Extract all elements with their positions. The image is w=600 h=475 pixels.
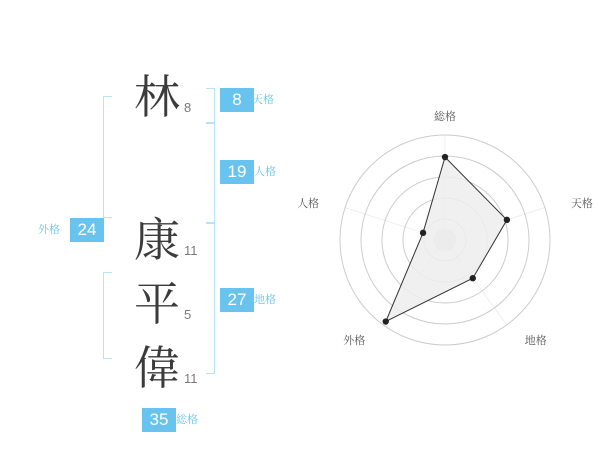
- badge-chikaku-value: 27: [220, 288, 254, 312]
- radar-chart: [297, 0, 600, 470]
- badge-tenkaku-label: 天格: [252, 93, 274, 106]
- axis-label-tenkaku: 天格: [570, 196, 593, 210]
- badge-tenkaku-value: 8: [220, 88, 254, 112]
- bracket-jinkaku: [206, 122, 215, 224]
- name-char-3-strokes: 5: [184, 307, 192, 322]
- badge-soukaku-value: 35: [142, 408, 176, 432]
- bracket-tenkaku: [206, 88, 215, 124]
- name-char-2: 康: [134, 213, 180, 267]
- name-char-2-strokes: 11: [184, 243, 198, 258]
- badge-soukaku-label: 総格: [176, 413, 198, 426]
- badge-jinkaku-value: 19: [220, 160, 254, 184]
- badge-gaikaku-value: 24: [70, 218, 104, 242]
- name-char-1-strokes: 8: [184, 100, 192, 115]
- axis-label-soukaku: 総格: [434, 110, 456, 123]
- name-char-1: 林: [134, 70, 180, 124]
- axis-label-chikaku: 地格: [524, 333, 547, 347]
- name-char-3: 平: [134, 277, 180, 331]
- badge-gaikaku-label: 外格: [38, 223, 60, 236]
- radar-chart-svg: [310, 0, 600, 470]
- bracket-gaikaku-bottom: [103, 272, 112, 359]
- axis-label-gaikaku: 外格: [343, 333, 366, 347]
- bracket-chikaku: [206, 222, 215, 374]
- badge-chikaku-label: 地格: [254, 293, 276, 306]
- bracket-gaikaku-top: [103, 96, 112, 218]
- axis-label-jinkaku: 人格: [297, 196, 320, 210]
- badge-jinkaku-label: 人格: [254, 165, 276, 178]
- name-char-4-strokes: 11: [184, 371, 198, 386]
- name-char-4: 偉: [134, 341, 180, 395]
